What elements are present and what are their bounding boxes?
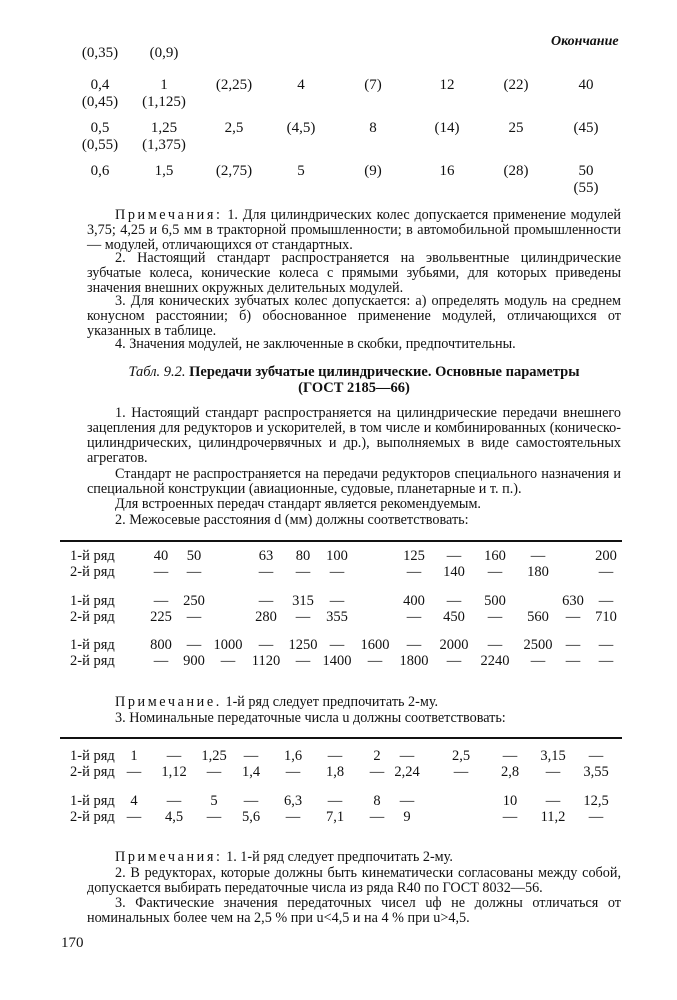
distance-value: — [153,564,169,580]
distance-value: — [530,548,546,564]
page-number: 170 [61,935,84,951]
table-label: Табл. 9.2. [128,364,186,380]
distance-value: — [487,637,503,653]
ratio-value: — [285,809,301,825]
module-value: 2,5 [224,120,244,136]
ratio-value: 3,15 [540,748,566,764]
ratio-value: — [453,764,469,780]
distance-value: 630 [562,593,584,609]
distance-value: — [258,637,274,653]
module-value: 0,5 (0,55) [81,120,119,153]
module-value: 1 (1,125) [142,77,186,110]
row-label: 2-й ряд [70,764,115,780]
distance-value: — [295,653,311,669]
distance-value: 560 [527,609,549,625]
module-value: (9) [364,163,382,179]
body-paragraph-1: 1. Настоящий стандарт распространяется на цилиндрические передачи внешнего зацепления для редукторов и ускорителей, в том числе и комбинированных (коническо-цилиндрических, цилиндрочервячных и др.), выполняемых в виде самостоятельных агрегатов. [87,405,621,466]
distance-value: 400 [403,593,425,609]
distance-value: — [186,637,202,653]
module-value: 0,4 (0,45) [81,77,119,110]
distance-value: 160 [484,548,506,564]
module-value: (28) [503,163,529,179]
distance-value: 280 [255,609,277,625]
distance-value: — [153,593,169,609]
table-rule [60,540,622,542]
module-value: 12 [439,77,455,93]
distance-value: — [487,564,503,580]
ratio-value: — [502,748,518,764]
ratio-value: — [243,748,259,764]
distance-value: — [565,653,581,669]
note-preference [87,695,621,710]
ratio-value: 2,8 [500,764,520,780]
ratio-value: 2,24 [394,764,420,780]
ratio-value: — [369,764,385,780]
ratio-value: — [327,748,343,764]
row-label: 1-й ряд [70,637,115,653]
distance-value: 100 [326,548,348,564]
distance-value: 180 [527,564,549,580]
distance-value: — [446,653,462,669]
table-caption [87,364,621,396]
ratio-value: 10 [502,793,518,809]
ratio-value: 11,2 [540,809,566,825]
row-label: 1-й ряд [70,793,115,809]
distance-value: 80 [295,548,311,564]
module-value: (4,5) [286,120,316,136]
ratio-value: — [399,748,415,764]
distance-value: — [565,637,581,653]
ratio-value: — [369,809,385,825]
distance-value: — [565,609,581,625]
ratio-value: 9 [403,809,411,825]
ratio-value: 4,5 [164,809,184,825]
table-title: Передачи зубчатые цилиндрические. Основные параметры [189,364,580,380]
ratio-value: 1,8 [325,764,345,780]
ratio-value: — [327,793,343,809]
distance-value: 2000 [439,637,469,653]
note-2: 2. Настоящий стандарт распространяется на эвольвентные цилиндрические зубчатые колеса, конические колеса с прямыми зубьями, для которых приведены значения внешних окружных делительных модулей. [87,250,621,296]
notes-ratios [87,850,621,865]
module-value: 40 [578,77,594,93]
distance-value: — [329,637,345,653]
row-label: 2-й ряд [70,609,115,625]
ratio-value: — [166,793,182,809]
distance-value: — [446,593,462,609]
note-4: 4. Значения модулей, не заключенные в скобки, предпочтительны. [115,336,516,352]
note-lead: Примечание. [115,694,222,710]
distance-value: — [598,564,614,580]
module-value: (0,9) [149,45,179,61]
distance-value: 1600 [360,637,390,653]
module-value: (45) [573,120,599,136]
ratio-value: 1,4 [241,764,261,780]
module-value: 0,6 [90,163,110,179]
ratio-value: 3,55 [583,764,609,780]
ratio-value: — [285,764,301,780]
distance-value: — [186,609,202,625]
continuation-label: Окончание [551,34,619,49]
distance-value: 800 [150,637,172,653]
module-value: (0,35) [81,45,119,61]
ratio-value: — [502,809,518,825]
distance-value: — [329,593,345,609]
ratio-value: 1 [130,748,138,764]
distance-value: 355 [326,609,348,625]
table-rule [60,737,622,739]
module-value: 8 [369,120,377,136]
distance-value: — [295,609,311,625]
module-value: 16 [439,163,455,179]
ratio-value: 12,5 [583,793,609,809]
ratio-value: 1,25 [201,748,227,764]
distance-value: 710 [595,609,617,625]
module-value: 5 [297,163,305,179]
distance-value: 125 [403,548,425,564]
module-value: (14) [434,120,460,136]
module-value: (22) [503,77,529,93]
module-value: (7) [364,77,382,93]
note-2: 2. В редукторах, которые должны быть кинематически согласованы между собой, допускается выбирать передаточные числа из ряда R40 по ГОСТ 8032—56. [87,865,621,896]
ratio-value: 5,6 [241,809,261,825]
distance-value: 450 [443,609,465,625]
distance-value: — [258,593,274,609]
distance-value: — [295,564,311,580]
module-value: 1,25 (1,375) [142,120,186,153]
ratio-value: 5 [210,793,218,809]
distance-value: — [258,564,274,580]
distance-value: 500 [484,593,506,609]
ratio-value: 4 [130,793,138,809]
distance-value: 1400 [322,653,352,669]
note-3: 3. Для конических зубчатых колес допускается: а) определять модуль на среднем конусном расстоянии; б) обоснованное применение модулей, отличающихся от указанных в таблице. [87,293,621,339]
distance-value: 200 [595,548,617,564]
notes-lead: Примечания: [115,207,223,223]
notes-lead: Примечания: [115,849,223,865]
note-text: 1-й ряд следует предпочитать 2-му. [225,694,439,710]
ratio-value: — [545,793,561,809]
distance-value: — [487,609,503,625]
distance-value: — [530,653,546,669]
row-label: 1-й ряд [70,548,115,564]
distance-value: — [329,564,345,580]
module-value: (2,25) [215,77,253,93]
notes-modules [87,208,621,253]
note-3: 3. Фактические значения передаточных чисел uф не должны отличаться от номинальных более чем на 2,5 % при u<4,5 и на 4 % при u>4,5. [87,895,621,926]
ratio-value: — [206,764,222,780]
distance-value: 1120 [251,653,281,669]
distance-value: — [406,609,422,625]
ratio-value: — [126,764,142,780]
note-1: 1. Для цилиндрических колес допускается применение модулей 3,75; 4,25 и 6,5 мм в тракторной промышленности; в автомобильной промышленности — модулей, отличающихся от стандартных. [87,207,622,253]
ratio-value: — [166,748,182,764]
distance-value: — [598,653,614,669]
module-value: 50 (55) [573,163,599,196]
body-paragraph-3: Для встроенных передач стандарт является рекомендуемым. [115,496,481,512]
ratio-value: 1,12 [161,764,187,780]
ratio-value: 2,5 [451,748,471,764]
ratio-value: 8 [373,793,381,809]
distance-value: 40 [153,548,169,564]
ratio-value: 2 [373,748,381,764]
module-value: 1,5 [154,163,174,179]
distance-value: — [153,653,169,669]
distance-value: — [406,564,422,580]
distance-value: 2240 [480,653,510,669]
ratio-value: — [206,809,222,825]
ratio-value: — [588,748,604,764]
ratio-value: — [399,793,415,809]
distance-value: 140 [443,564,465,580]
ratio-value: — [545,764,561,780]
ratio-value: 6,3 [283,793,303,809]
distance-value: 2500 [523,637,553,653]
row-label: 1-й ряд [70,748,115,764]
distance-value: — [186,564,202,580]
distance-value: 50 [186,548,202,564]
note-1: 1. 1-й ряд следует предпочитать 2-му. [226,849,453,865]
distance-value: 1800 [399,653,429,669]
row-label: 2-й ряд [70,564,115,580]
module-value: 4 [297,77,305,93]
ratios-intro: 3. Номинальные передаточные числа u должны соответствовать: [115,710,506,726]
module-value: 25 [508,120,524,136]
distance-value: — [367,653,383,669]
distance-value: — [406,637,422,653]
distance-value: 63 [258,548,274,564]
distance-value: — [446,548,462,564]
ratio-value: 1,6 [283,748,303,764]
ratio-value: — [588,809,604,825]
distance-value: 1250 [288,637,318,653]
module-value: (2,75) [215,163,253,179]
distance-value: 900 [183,653,205,669]
body-paragraph-2: Стандарт не распространяется на передачи редукторов специального назначения и специальной конструкции (авиационные, судовые, планетарные и т. п.). [87,466,621,497]
ratio-value: — [243,793,259,809]
row-label: 2-й ряд [70,809,115,825]
ratio-value: 7,1 [325,809,345,825]
distance-value: 225 [150,609,172,625]
distance-value: — [598,593,614,609]
distance-value: 250 [183,593,205,609]
table-gost: (ГОСТ 2185—66) [298,380,410,396]
body-paragraph-4: 2. Межосевые расстояния d (мм) должны соответствовать: [115,512,469,528]
row-label: 2-й ряд [70,653,115,669]
row-label: 1-й ряд [70,593,115,609]
distance-value: 315 [292,593,314,609]
distance-value: — [220,653,236,669]
distance-value: — [598,637,614,653]
ratio-value: — [126,809,142,825]
distance-value: 1000 [213,637,243,653]
